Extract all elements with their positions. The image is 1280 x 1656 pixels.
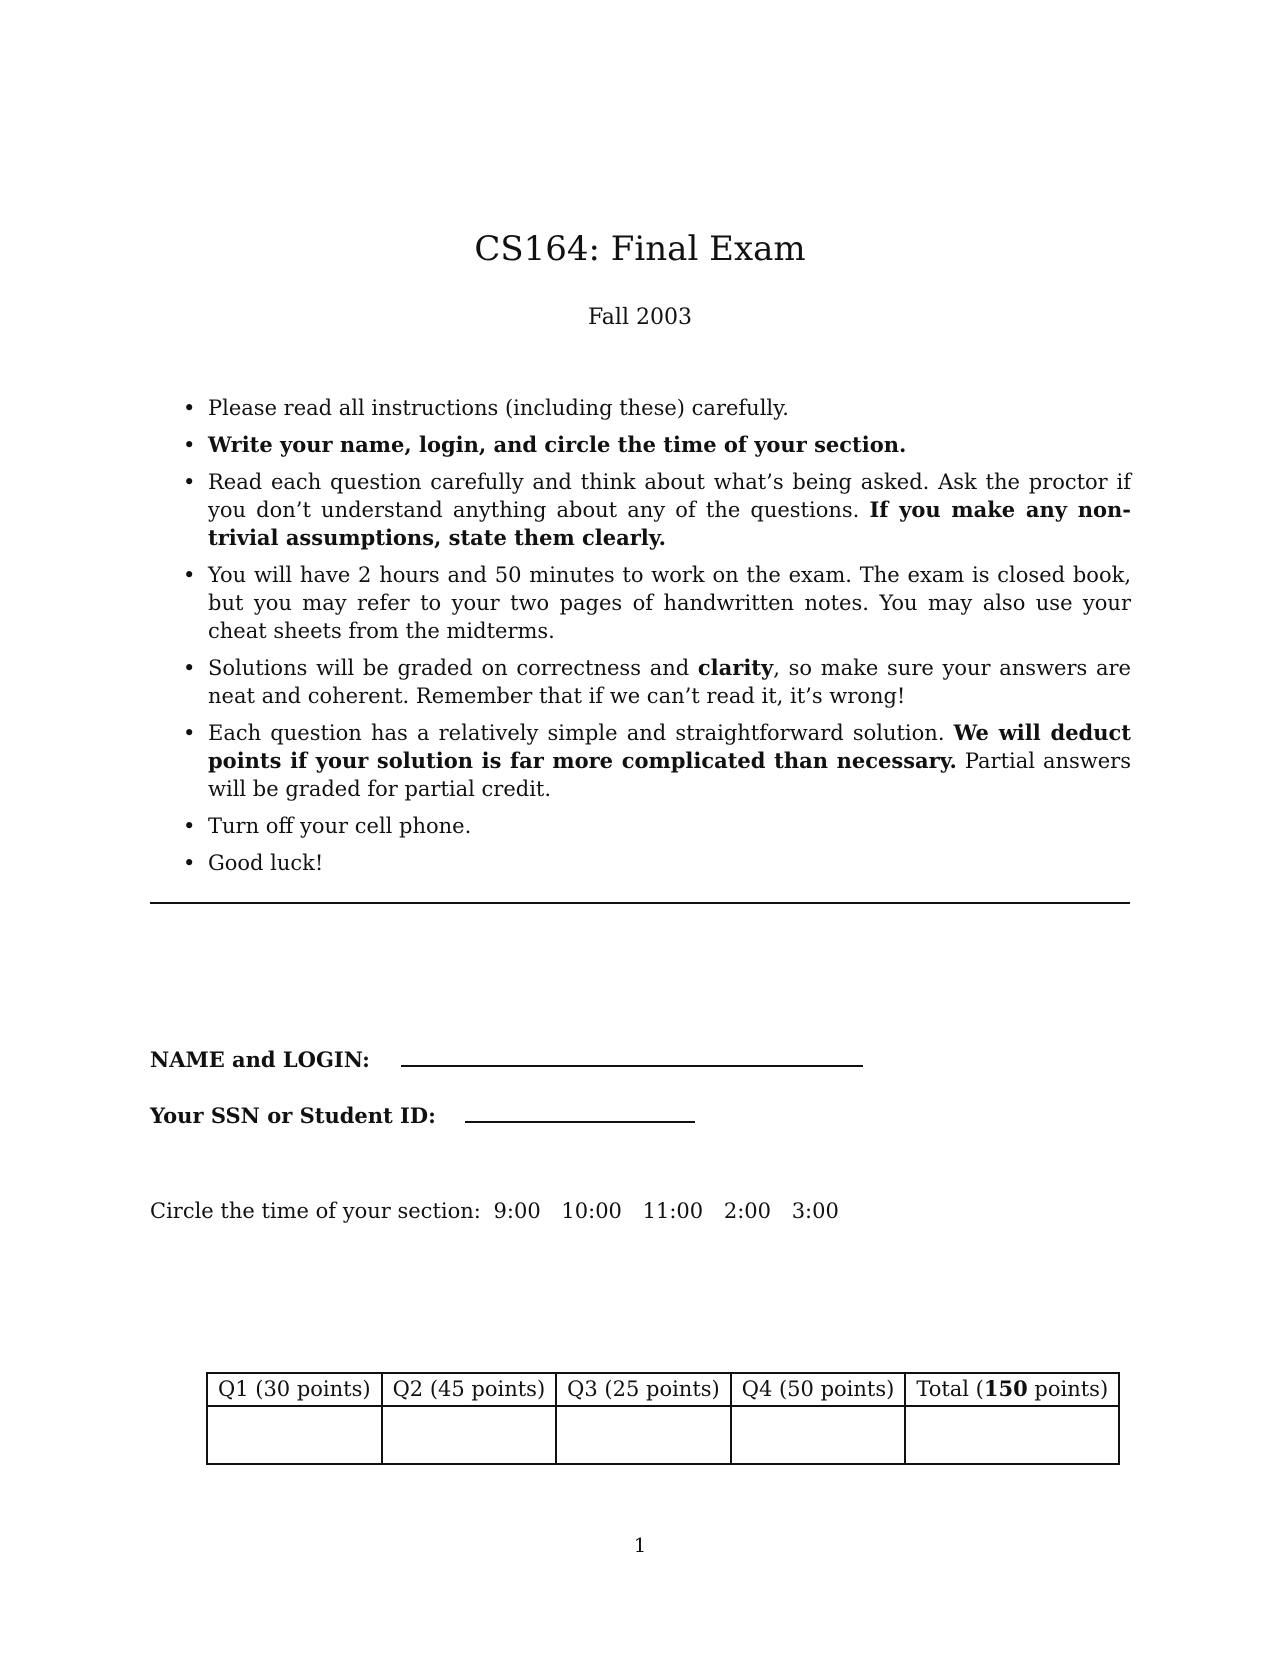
score-cell-q2[interactable]: [382, 1406, 557, 1464]
section-time-option[interactable]: 10:00: [561, 1199, 622, 1223]
name-login-blank[interactable]: [401, 1049, 863, 1067]
score-header-q4: Q4 (50 points): [731, 1373, 906, 1406]
instruction-item: • Read each question carefully and think about what’s being asked. Ask the proctor if you don’t understand anything about any of the questions. If you make any non-trivial assumptions, state them clearly.: [183, 468, 1131, 552]
instruction-item: • Each question has a relatively simple and straightforward solution. We will deduct points if your solution is far more complicated than necessary. Partial answers will be graded for partial credit.: [183, 719, 1131, 803]
student-id-label: Your SSN or Student ID:: [150, 1103, 436, 1128]
student-id-field: [150, 1102, 695, 1130]
section-divider: [150, 902, 1130, 904]
instruction-item: • Good luck!: [183, 849, 1131, 877]
score-cell-q1[interactable]: [207, 1406, 382, 1464]
instruction-item: • Solutions will be graded on correctness and clarity, so make sure your answers are neat and coherent. Remember that if we can’t read it, it’s wrong!: [183, 654, 1131, 710]
instruction-item: • You will have 2 hours and 50 minutes to work on the exam. The exam is closed book, but you may refer to your two pages of handwritten notes. You may also use your cheat sheets from the midterms.: [183, 561, 1131, 645]
section-time-option[interactable]: 3:00: [791, 1199, 839, 1223]
instruction-item: • Turn off your cell phone.: [183, 812, 1131, 840]
instruction-item: • Write your name, login, and circle the time of your section.: [183, 431, 1131, 459]
score-table-header-row: [207, 1373, 1119, 1406]
score-header-q3: Q3 (25 points): [556, 1373, 731, 1406]
score-table: [206, 1372, 1120, 1465]
instruction-item: • Please read all instructions (including these) carefully.: [183, 394, 1131, 422]
exam-title: CS164: Final Exam: [474, 229, 806, 269]
score-header-q1: Q1 (30 points): [207, 1373, 382, 1406]
score-cell-q4[interactable]: [731, 1406, 906, 1464]
section-time-option[interactable]: 2:00: [723, 1199, 771, 1223]
page-number: 1: [633, 1533, 647, 1557]
name-login-field: [150, 1046, 863, 1074]
score-cell-q3[interactable]: [556, 1406, 731, 1464]
section-time-option[interactable]: 11:00: [642, 1199, 704, 1223]
score-header-q2: Q2 (45 points): [382, 1373, 557, 1406]
section-time-label: Circle the time of your section:: [150, 1199, 481, 1223]
name-login-label: NAME and LOGIN:: [150, 1047, 370, 1072]
score-header-total: Total (150 points): [905, 1373, 1119, 1406]
student-id-blank[interactable]: [465, 1105, 695, 1123]
score-table-entry-row: [207, 1406, 1119, 1464]
section-time-line: [150, 1197, 839, 1225]
exam-term: Fall 2003: [588, 305, 692, 330]
section-time-option[interactable]: 9:00: [493, 1199, 541, 1223]
score-cell-total[interactable]: [905, 1406, 1119, 1464]
instructions-list: [183, 394, 1131, 886]
